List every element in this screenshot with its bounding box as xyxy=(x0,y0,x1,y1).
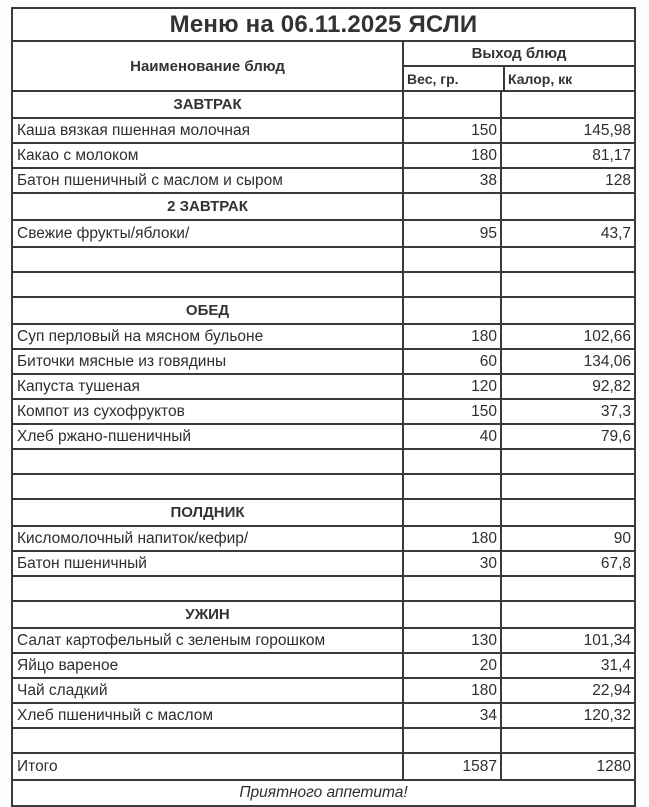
dish-calories: 102,66 xyxy=(583,327,631,345)
dish-weight xyxy=(404,194,502,219)
dish-name xyxy=(13,577,404,600)
dish-name: Яйцо вареное xyxy=(13,654,404,677)
dish-weight: 20 xyxy=(404,654,502,677)
dish-name: Кисломолочный напиток/кефир/ xyxy=(13,527,404,550)
dish-weight: 34 xyxy=(404,704,502,727)
dish-calories: 90 xyxy=(613,529,631,547)
total-label: Итого xyxy=(13,754,404,779)
dish-calories: 43,7 xyxy=(600,224,631,242)
dish-calories xyxy=(502,729,634,752)
section-title: ПОЛДНИК xyxy=(13,500,404,525)
dish-calories: 120,32 xyxy=(583,706,631,724)
dish-name: Свежие фрукты/яблоки/ xyxy=(13,221,404,246)
dish-weight: 180 xyxy=(404,325,502,348)
dish-calories xyxy=(502,475,634,498)
dish-name: Салат картофельный с зеленым горошком xyxy=(13,629,404,652)
table-row xyxy=(13,325,634,350)
dish-calories xyxy=(502,273,634,296)
section-row xyxy=(13,298,634,325)
dish-weight xyxy=(404,577,502,600)
header-subcolumns xyxy=(404,67,634,90)
dish-weight xyxy=(404,92,502,117)
table-row xyxy=(13,400,634,425)
dish-weight: 150 xyxy=(404,400,502,423)
dish-calories: 37,3 xyxy=(600,402,631,420)
blank-row xyxy=(13,273,634,298)
dish-calories: 101,34 xyxy=(583,631,631,649)
footer-wish: Приятного аппетита! xyxy=(239,784,408,801)
section-row xyxy=(13,500,634,527)
dish-calories xyxy=(502,248,634,271)
table-row xyxy=(13,221,634,248)
dish-name: Чай сладкий xyxy=(13,679,404,702)
dish-calories: 79,6 xyxy=(600,427,631,445)
dish-calories xyxy=(502,298,634,323)
dish-calories: 92,82 xyxy=(592,377,631,395)
section-title: 2 ЗАВТРАК xyxy=(13,194,404,219)
dish-weight: 60 xyxy=(404,350,502,373)
table-row xyxy=(13,629,634,654)
dish-name xyxy=(13,450,404,473)
table-row xyxy=(13,679,634,704)
blank-row xyxy=(13,475,634,500)
dish-weight xyxy=(404,298,502,323)
dish-name: Капуста тушеная xyxy=(13,375,404,398)
dish-calories xyxy=(502,577,634,600)
table-row xyxy=(13,119,634,144)
dish-weight: 150 xyxy=(404,119,502,142)
section-row xyxy=(13,92,634,119)
dish-calories: 31,4 xyxy=(600,656,631,674)
dish-weight xyxy=(404,500,502,525)
section-row xyxy=(13,194,634,221)
dish-calories xyxy=(502,92,634,117)
dish-name: Батон пшеничный с маслом и сыром xyxy=(13,169,404,192)
blank-row xyxy=(13,248,634,273)
dish-weight xyxy=(404,248,502,271)
dish-weight: 120 xyxy=(404,375,502,398)
dish-weight: 38 xyxy=(404,169,502,192)
blank-row xyxy=(13,577,634,602)
menu-rows xyxy=(13,92,634,754)
dish-weight: 40 xyxy=(404,425,502,448)
dish-weight: 180 xyxy=(404,527,502,550)
header-calories: Калор, кк xyxy=(508,70,573,87)
dish-name: Хлеб ржано-пшеничный xyxy=(13,425,404,448)
dish-calories: 67,8 xyxy=(600,554,631,572)
dish-name: Какао с молоком xyxy=(13,144,404,167)
table-row xyxy=(13,169,634,194)
section-title: ОБЕД xyxy=(13,298,404,323)
dish-calories xyxy=(502,194,634,219)
dish-weight: 95 xyxy=(404,221,502,246)
dish-name: Хлеб пшеничный с маслом xyxy=(13,704,404,727)
header-weight: Вес, гр. xyxy=(404,67,505,90)
section-title: ЗАВТРАК xyxy=(13,92,404,117)
dish-calories: 134,06 xyxy=(583,352,631,370)
dish-weight xyxy=(404,602,502,627)
header-output: Выход блюд xyxy=(404,42,634,67)
dish-name xyxy=(13,273,404,296)
menu-sheet xyxy=(11,7,636,807)
table-row xyxy=(13,375,634,400)
blank-row xyxy=(13,729,634,754)
table-header xyxy=(13,42,634,92)
total-weight: 1587 xyxy=(404,754,502,779)
dish-weight xyxy=(404,729,502,752)
header-output-group xyxy=(404,42,634,90)
dish-name: Биточки мясные из говядины xyxy=(13,350,404,373)
total-row xyxy=(13,754,634,781)
dish-name xyxy=(13,248,404,271)
dish-calories: 128 xyxy=(605,171,631,189)
dish-name: Суп перловый на мясном бульоне xyxy=(13,325,404,348)
dish-weight xyxy=(404,450,502,473)
blank-row xyxy=(13,450,634,475)
dish-weight: 130 xyxy=(404,629,502,652)
dish-calories xyxy=(502,602,634,627)
table-row xyxy=(13,527,634,552)
menu-title: Меню на 06.11.2025 ЯСЛИ xyxy=(13,9,634,42)
dish-calories xyxy=(502,500,634,525)
dish-weight xyxy=(404,273,502,296)
table-row xyxy=(13,425,634,450)
table-row xyxy=(13,552,634,577)
dish-weight: 180 xyxy=(404,144,502,167)
table-row xyxy=(13,704,634,729)
dish-name: Компот из сухофруктов xyxy=(13,400,404,423)
table-row xyxy=(13,654,634,679)
dish-name xyxy=(13,475,404,498)
dish-name xyxy=(13,729,404,752)
dish-calories: 81,17 xyxy=(592,146,631,164)
header-dish-name: Наименование блюд xyxy=(13,42,404,90)
section-title: УЖИН xyxy=(13,602,404,627)
total-calories: 1280 xyxy=(596,757,631,775)
dish-name: Батон пшеничный xyxy=(13,552,404,575)
table-row xyxy=(13,144,634,169)
table-row xyxy=(13,350,634,375)
section-row xyxy=(13,602,634,629)
dish-weight xyxy=(404,475,502,498)
dish-calories: 145,98 xyxy=(583,121,631,139)
dish-name: Каша вязкая пшенная молочная xyxy=(13,119,404,142)
dish-weight: 30 xyxy=(404,552,502,575)
dish-calories: 22,94 xyxy=(592,681,631,699)
dish-weight: 180 xyxy=(404,679,502,702)
dish-calories xyxy=(502,450,634,473)
